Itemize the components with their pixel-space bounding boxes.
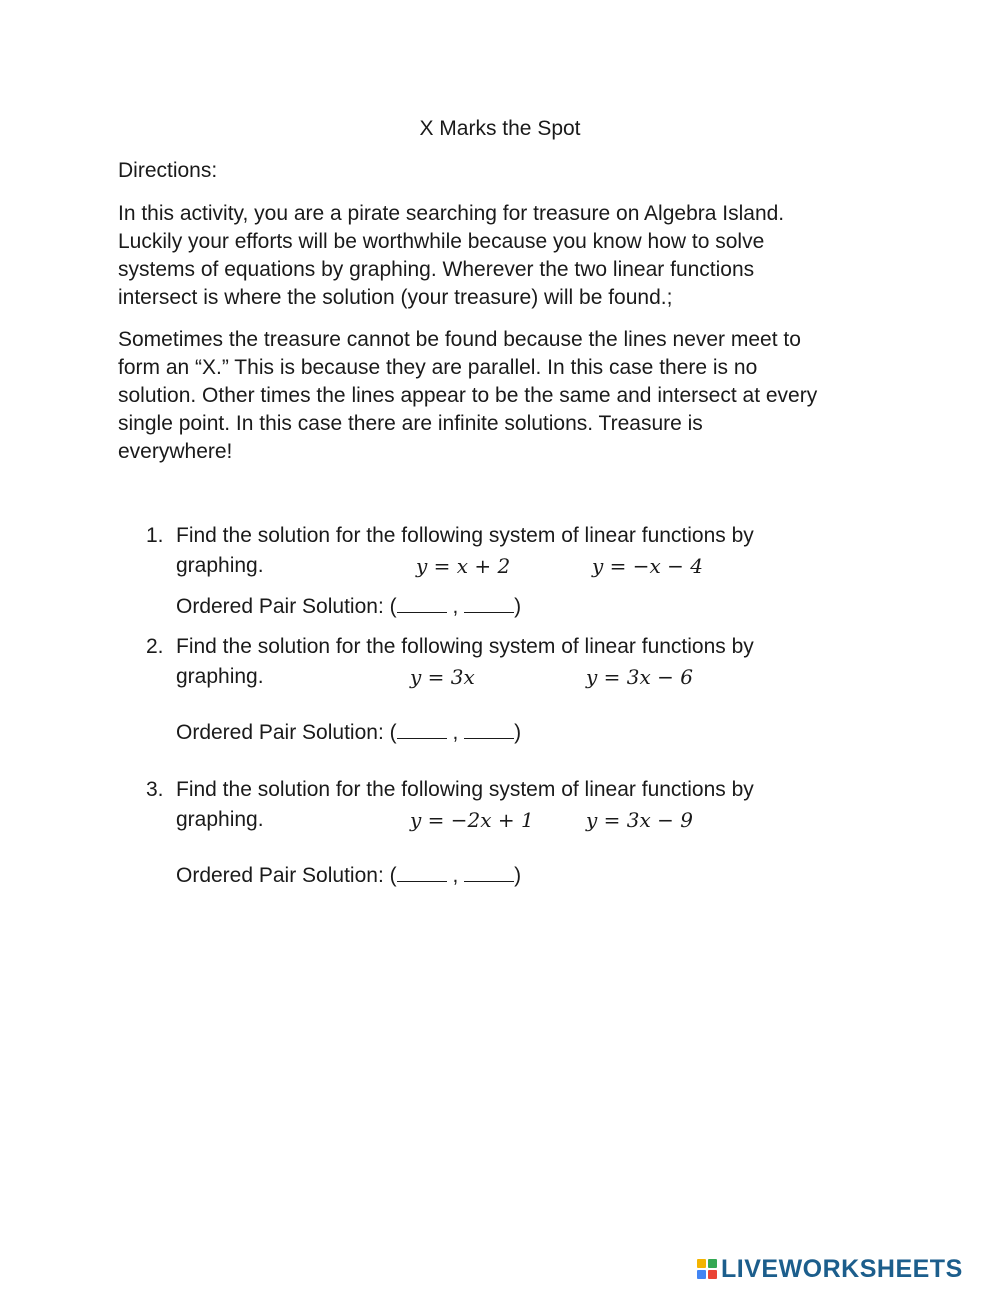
question-number: 3.: [146, 778, 164, 801]
open-paren: (: [389, 721, 397, 744]
answer-label: Ordered Pair Solution:: [176, 864, 384, 887]
logo-tile: [697, 1259, 706, 1268]
question-prompt-line: [146, 521, 906, 551]
liveworksheets-logo-icon: [697, 1259, 717, 1279]
comma: ,: [452, 864, 459, 887]
directions-label: Directions:: [118, 159, 218, 182]
close-paren: ): [514, 595, 522, 618]
brand-name: LIVEWORKSHEETS: [721, 1254, 963, 1283]
parallel-lines-paragraph: Sometimes the treasure cannot be found because the lines never meet to form an “X.” This is because they are parallel. In this case there is no solution. Other times the lines appear to be the same and intersect at every single point. In this case there are infinite solutions. Treasure is everywhere!: [118, 328, 818, 463]
equation-1: y = 3x: [410, 665, 475, 689]
question-continuation: graphing.: [176, 554, 264, 577]
ordered-pair-answer: [176, 718, 521, 745]
question-1: [146, 521, 906, 621]
close-paren: ): [514, 864, 522, 887]
y-answer-blank[interactable]: [464, 592, 514, 613]
question-3: [146, 775, 906, 895]
question-prompt: Find the solution for the following system of linear functions by: [176, 524, 754, 547]
intro-paragraph: In this activity, you are a pirate searching for treasure on Algebra Island. Luckily your efforts will be worthwhile because you know how to solve systems of equations by graphing. Wherever the two linear functions intersect is where the solution (your treasure) will be found.;: [118, 202, 785, 309]
question-number: 1.: [146, 524, 164, 547]
x-answer-blank[interactable]: [397, 718, 447, 739]
question-continuation: graphing.: [176, 808, 264, 831]
question-equation-line: [146, 551, 906, 581]
question-continuation: graphing.: [176, 665, 264, 688]
comma: ,: [452, 595, 459, 618]
liveworksheets-brand[interactable]: [697, 1254, 963, 1284]
ordered-pair-answer: [176, 592, 521, 619]
x-answer-blank[interactable]: [397, 592, 447, 613]
comma: ,: [452, 721, 459, 744]
logo-tile: [708, 1259, 717, 1268]
question-prompt: Find the solution for the following system of linear functions by: [176, 635, 754, 658]
logo-tile: [708, 1270, 717, 1279]
equation-2: y = −x − 4: [592, 554, 704, 578]
open-paren: (: [389, 864, 397, 887]
open-paren: (: [389, 595, 397, 618]
answer-label: Ordered Pair Solution:: [176, 595, 384, 618]
page-title: X Marks the Spot: [419, 117, 581, 140]
equation-1: y = −2x + 1: [410, 808, 534, 832]
equation-2: y = 3x − 9: [586, 808, 693, 832]
question-2: [146, 632, 906, 752]
question-prompt-line: [146, 632, 906, 662]
answer-label: Ordered Pair Solution:: [176, 721, 384, 744]
question-prompt-line: [146, 775, 906, 805]
question-equation-line: [146, 805, 906, 835]
question-equation-line: [146, 662, 906, 692]
x-answer-blank[interactable]: [397, 861, 447, 882]
ordered-pair-answer: [176, 861, 521, 888]
equation-2: y = 3x − 6: [586, 665, 693, 689]
close-paren: ): [514, 721, 522, 744]
logo-tile: [697, 1270, 706, 1279]
question-number: 2.: [146, 635, 164, 658]
y-answer-blank[interactable]: [464, 718, 514, 739]
y-answer-blank[interactable]: [464, 861, 514, 882]
equation-1: y = x + 2: [416, 554, 511, 578]
question-prompt: Find the solution for the following system of linear functions by: [176, 778, 754, 801]
